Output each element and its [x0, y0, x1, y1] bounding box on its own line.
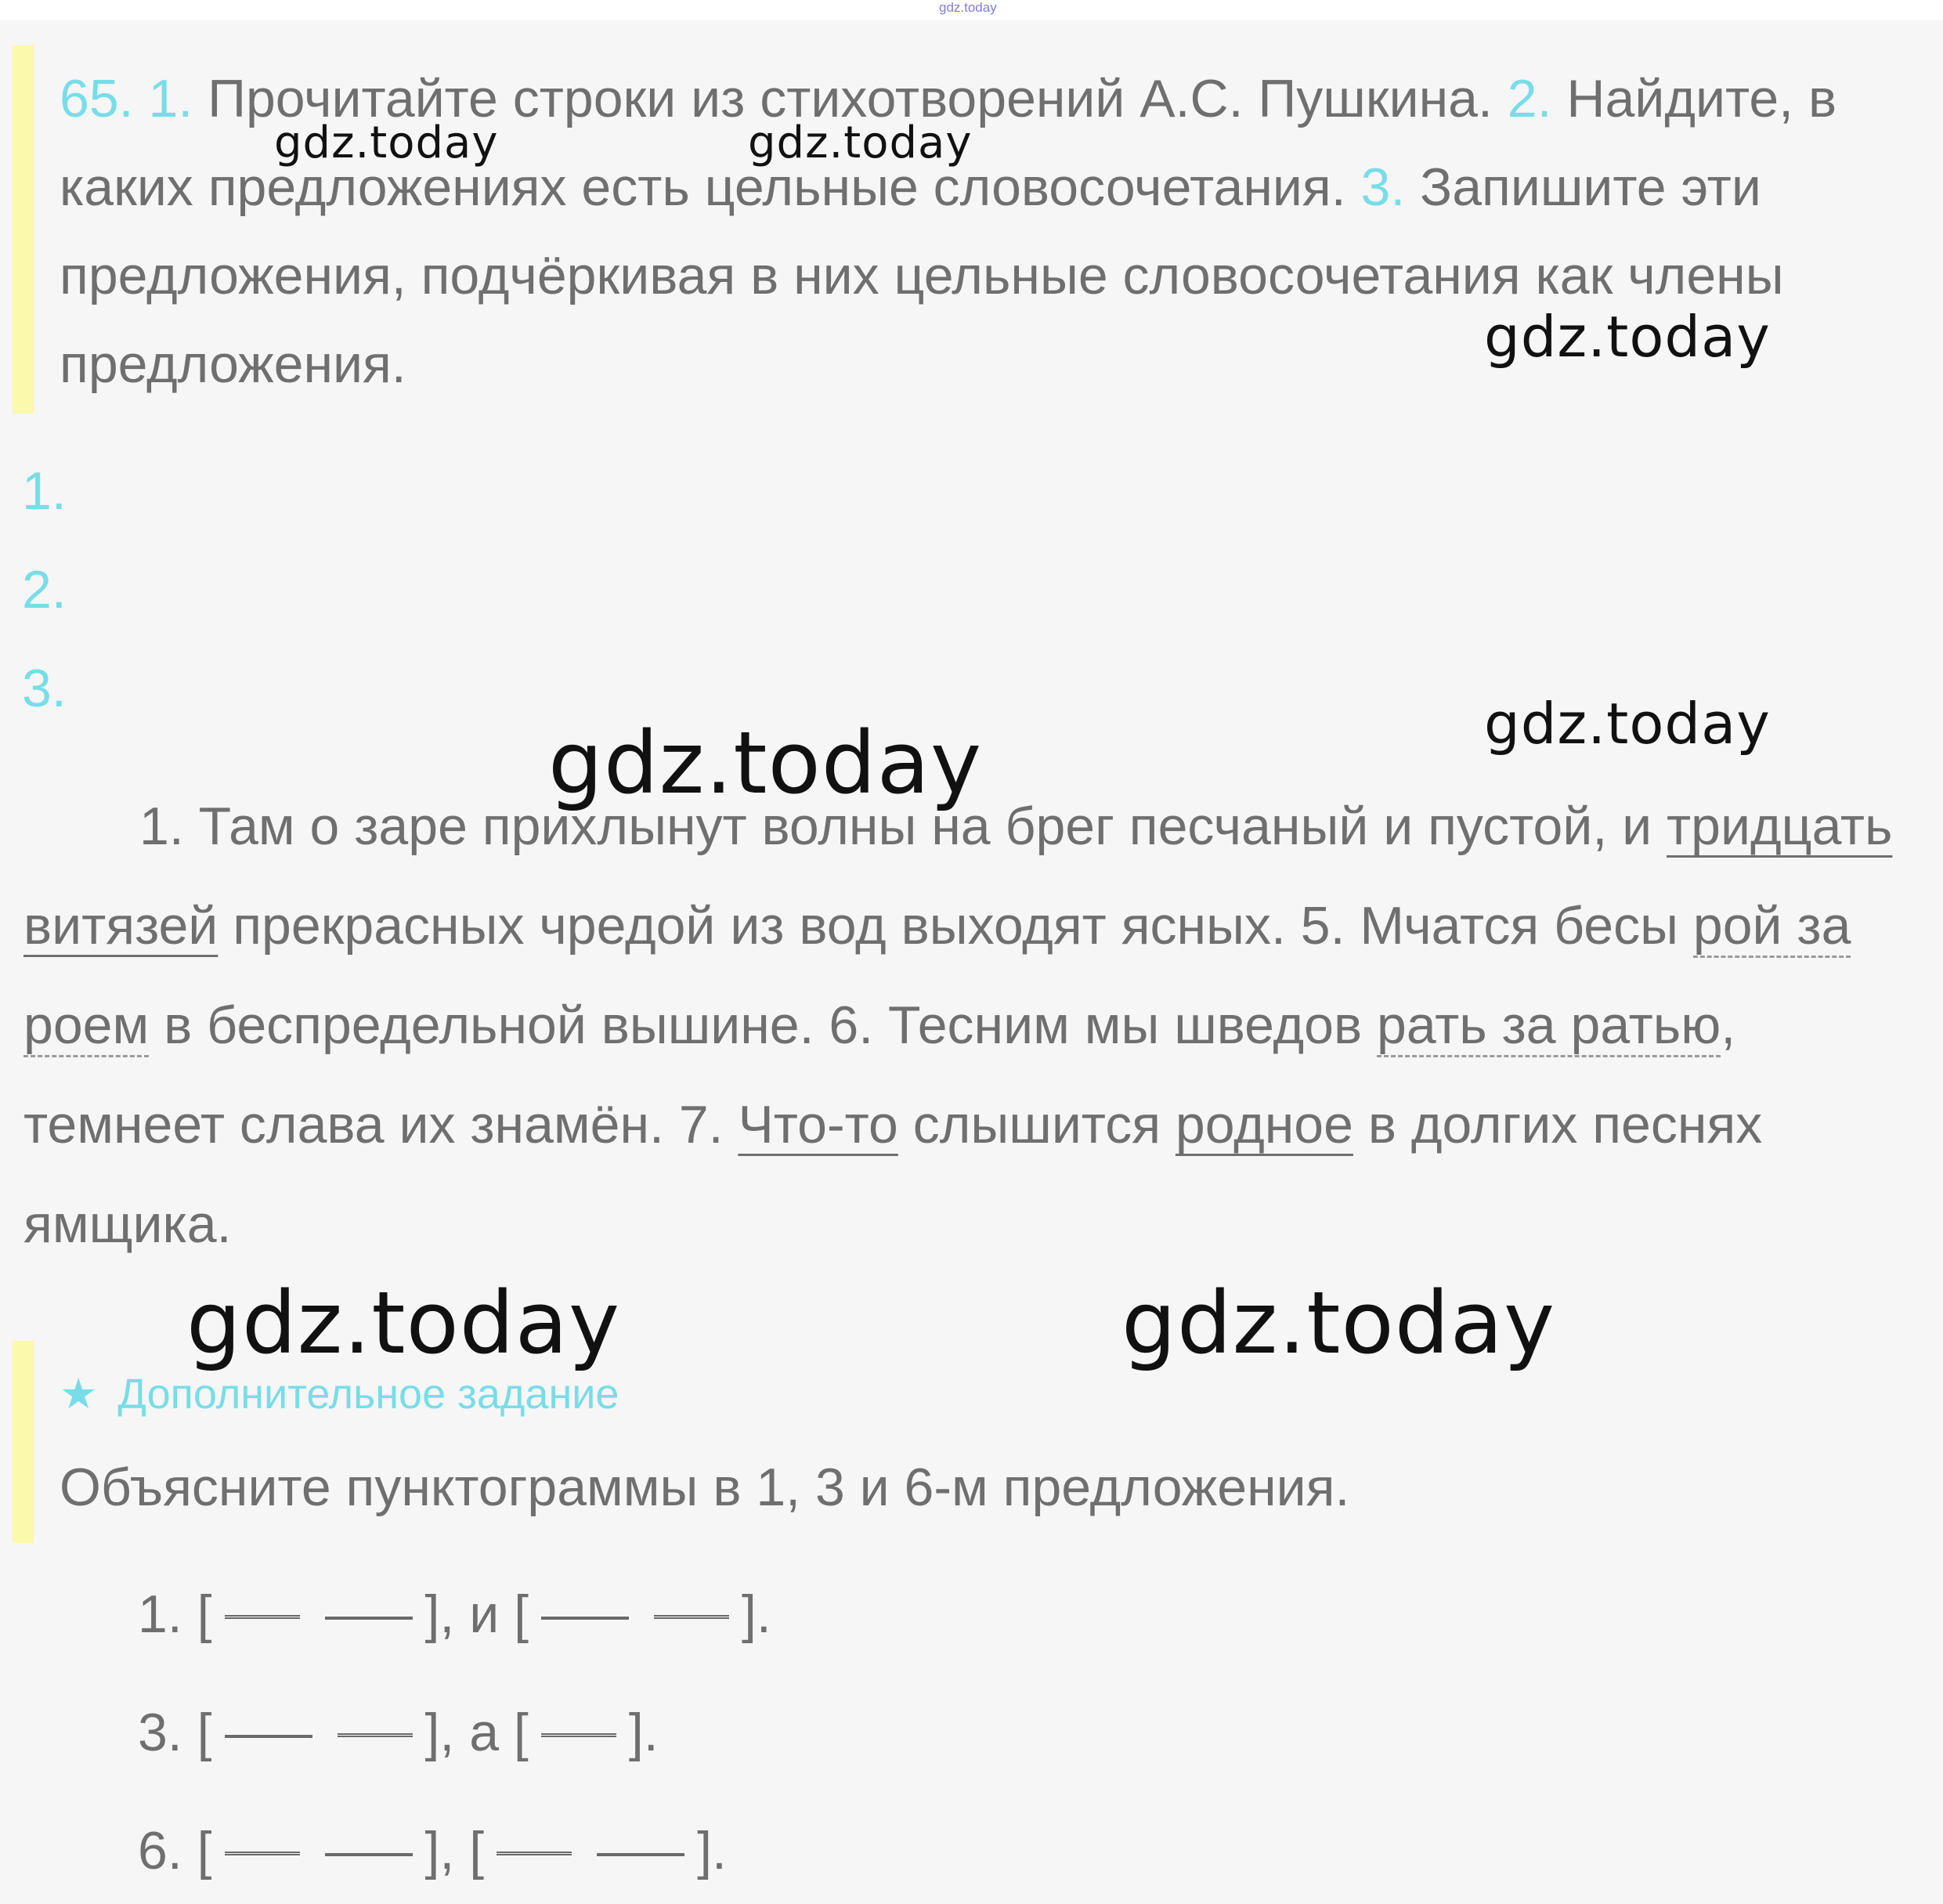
- watermark: gdz.today: [186, 1273, 621, 1373]
- scheme-number: 1.: [138, 1584, 182, 1644]
- scheme-open-bracket: [: [197, 1584, 212, 1644]
- watermark: gdz.today: [274, 117, 499, 168]
- answer-part-5: слышится: [912, 1095, 1161, 1154]
- answer-part-6: в долгих песнях ямщика.: [23, 1095, 1763, 1254]
- step-1-label: 1.: [148, 69, 193, 128]
- answer-part-2: прекрасных чредой из вод выходят ясных. 5. Мчатся бесы: [233, 896, 1678, 956]
- task-accent-bar: [13, 45, 34, 414]
- phrase-underlined-4: Что-то: [738, 1095, 898, 1154]
- scheme-close-bracket: ].: [697, 1821, 727, 1881]
- scheme-close-bracket: ].: [628, 1703, 659, 1762]
- predicate-line: [225, 1852, 300, 1859]
- predicate-line: [225, 1615, 300, 1622]
- scheme-separator: ], а [: [424, 1703, 529, 1762]
- step-1-text: Прочитайте строки из стихотворений А.С. Пушкина.: [208, 69, 1493, 128]
- subject-line: [325, 1853, 413, 1856]
- watermark: gdz.today: [1484, 304, 1771, 370]
- predicate-line: [338, 1733, 413, 1740]
- scheme-separator: ], [: [424, 1821, 485, 1881]
- predicate-line: [654, 1615, 729, 1622]
- scheme-number: 3.: [138, 1703, 182, 1762]
- phrase-underlined-5: родное: [1175, 1095, 1353, 1154]
- step-2-label: 2.: [1507, 69, 1552, 128]
- subject-line: [225, 1735, 312, 1738]
- predicate-line: [497, 1852, 572, 1859]
- scheme-number: 6.: [138, 1821, 182, 1881]
- subject-line: [541, 1617, 629, 1620]
- watermark: gdz.today: [1121, 1273, 1556, 1373]
- extra-accent-bar: [13, 1341, 34, 1543]
- top-bar: [0, 0, 1943, 20]
- watermark: gdz.today: [748, 117, 973, 168]
- top-watermark: gdz.today: [939, 0, 997, 15]
- subject-line: [325, 1617, 413, 1620]
- step-2-text: Найдите, в каких предложениях есть цельные словосочетания.: [60, 69, 1837, 217]
- predicate-line: [541, 1733, 616, 1740]
- answer-step-3: 3.: [22, 659, 67, 718]
- watermark: gdz.today: [548, 713, 983, 813]
- star-icon: ★: [60, 1371, 98, 1418]
- answer-step-2: 2.: [22, 560, 67, 620]
- extra-task-text: Объясните пунктограммы в 1, 3 и 6-м предложения.: [60, 1458, 1350, 1517]
- scheme-close-bracket: ].: [741, 1584, 771, 1644]
- step-3-label: 3.: [1360, 157, 1406, 217]
- scheme-open-bracket: [: [197, 1703, 212, 1762]
- scheme-sentence-6: [138, 1820, 727, 1881]
- scheme-separator: ], и [: [424, 1584, 529, 1644]
- watermark: gdz.today: [1484, 691, 1771, 757]
- scheme-sentence-1: [138, 1584, 771, 1645]
- extra-task-title: Дополнительное задание: [117, 1371, 619, 1418]
- answer-text: [23, 777, 1903, 1274]
- phrase-underlined-3: рать за ратью: [1377, 995, 1721, 1057]
- task-number: 65.: [60, 69, 134, 128]
- phrase-underlined-1: тридцать витязей: [23, 797, 1893, 956]
- scheme-open-bracket: [: [197, 1821, 212, 1881]
- answer-part-1: 1. Там о заре прихлынут волны на брег песчаный и пустой, и: [139, 797, 1652, 856]
- scheme-sentence-3: [138, 1702, 659, 1763]
- answer-part-4: , темнеет слава их знамён. 7.: [23, 995, 1736, 1154]
- answer-step-1: 1.: [22, 461, 67, 521]
- phrase-underlined-2: рой за роем: [23, 896, 1851, 1057]
- step-3-text: Запишите эти предложения, подчёркивая в них цельные словосочетания как члены предложения.: [60, 157, 1784, 394]
- extra-task-heading: [60, 1369, 619, 1418]
- subject-line: [597, 1853, 684, 1856]
- answer-part-3: в беспредельной вышине. 6. Тесним мы шведов: [164, 995, 1363, 1055]
